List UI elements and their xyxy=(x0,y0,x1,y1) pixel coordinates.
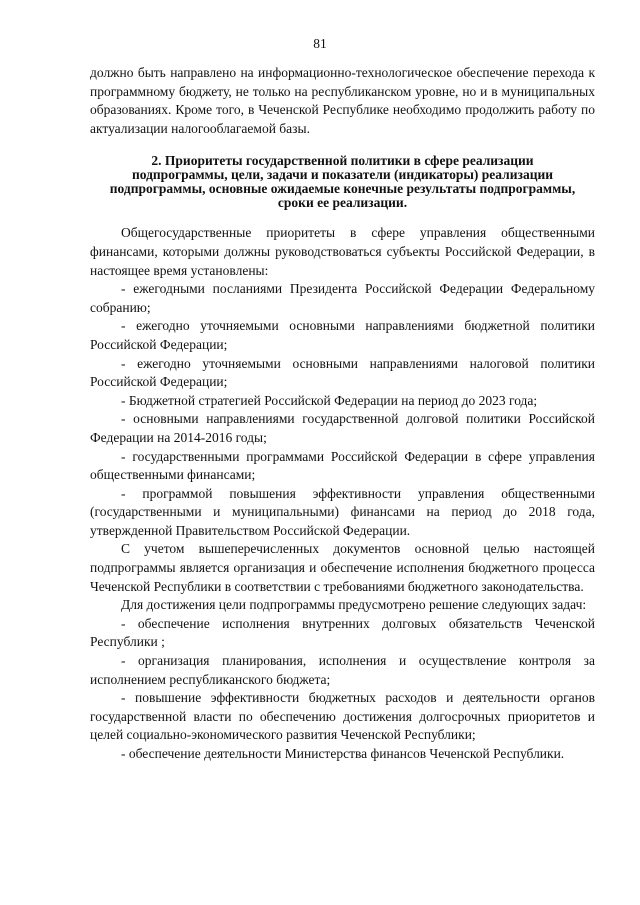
section-heading: 2. Приоритеты государственной политики в сфере реализации подпрограммы, цели, задачи и показатели (индикаторы) реализации подпрограммы, основные ожидаемые конечные результаты подпрограммы, сроки ее реализации. xyxy=(109,153,576,211)
task-item: - повышение эффективности бюджетных расходов и деятельности органов государственной власти по обеспечению достижения долгосрочных приоритетов и целей социально-экономического развития Чеченской Республики; xyxy=(90,690,595,743)
priority-item: - программой повышения эффективности управления общественными (государственными и муниципальными) финансами на период до 2018 года, утвержденной Правительством Российской Федерации. xyxy=(90,485,595,538)
task-item: - организация планирования, исполнения и осуществление контроля за исполнением республиканского бюджета; xyxy=(90,653,595,687)
priority-item: - ежегодно уточняемыми основными направлениями налоговой политики Российской Федерации; xyxy=(90,355,595,390)
task-item: - обеспечение исполнения внутренних долговых обязательств Чеченской Республики ; xyxy=(90,615,595,650)
page-content xyxy=(90,64,595,764)
task-item: - обеспечение деятельности Министерства финансов Чеченской Республики. xyxy=(121,746,565,761)
priority-item: - ежегодно уточняемыми основными направлениями бюджетной политики Российской Федерации; xyxy=(90,318,595,352)
priority-item: - государственными программами Российской Федерации в сфере управления общественными финансами; xyxy=(90,448,595,483)
goal-paragraph: С учетом вышеперечисленных документов основной целью настоящей подпрограммы является организация и обеспечение исполнения бюджетного процесса Чеченской Республики в соответствии с требованиями бюджетного законодательства. xyxy=(90,541,595,594)
priority-item: - Бюджетной стратегией Российской Федерации на период до 2023 года; xyxy=(121,392,538,408)
priorities-intro-paragraph: Общегосударственные приоритеты в сфере управления общественными финансами, которыми должны руководствоваться субъекты Российской Федерации, в настоящее время установлены: xyxy=(90,225,595,278)
tasks-intro-paragraph: Для достижения цели подпрограммы предусмотрено решение следующих задач: xyxy=(121,597,587,613)
priority-item: - ежегодными посланиями Президента Российской Федерации Федеральному собранию; xyxy=(90,281,595,315)
priority-item: - основными направлениями государственной долговой политики Российской Федерации на 2014-2016 годы; xyxy=(90,411,595,445)
intro-paragraph: должно быть направлено на информационно-технологическое обеспечение перехода к программному бюджету, не только на республиканском уровне, но и в муниципальных образованиях. Кроме того, в Чеченской Республике необходимо продолжить работу по актуализации налогооблагаемой базы. xyxy=(90,65,595,136)
page-number: 81 xyxy=(313,36,327,51)
